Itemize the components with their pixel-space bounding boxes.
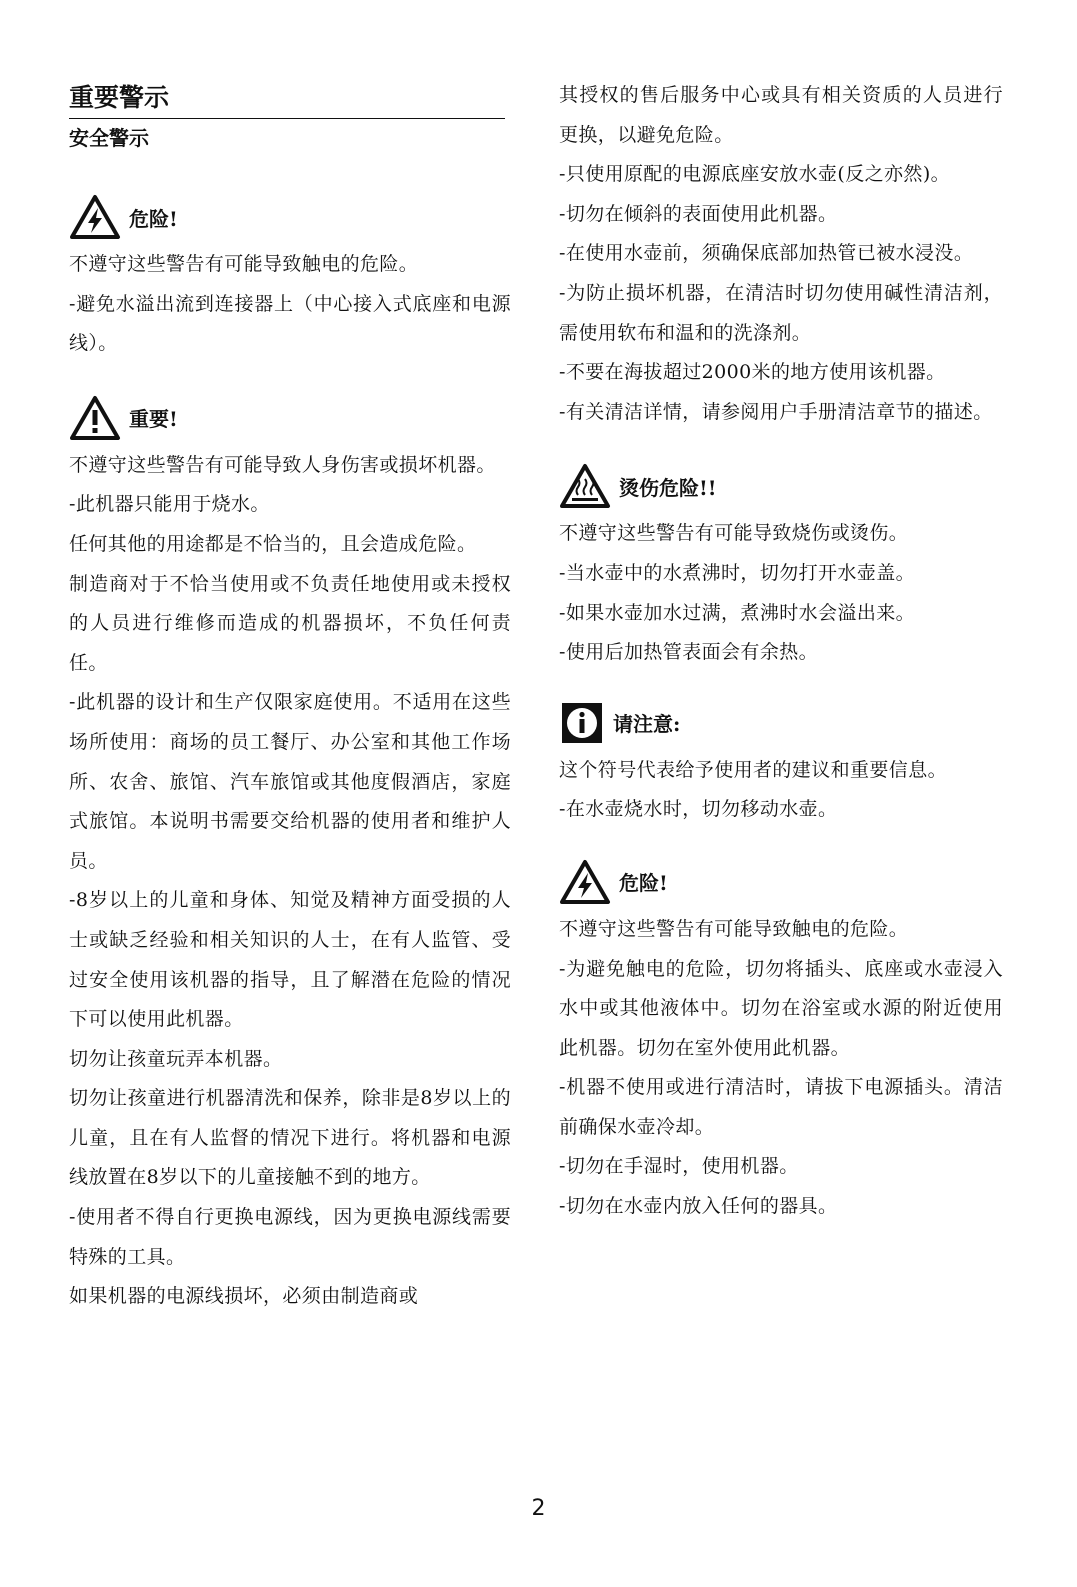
paragraph: -此机器的设计和生产仅限家庭使用。不适用在这些场所使用：商场的员工餐厅、办公室和其他工作场所、农舍、旅馆、汽车旅馆或其他度假酒店，家庭式旅馆。本说明书需要交给机器的使用者和维护人员。 bbox=[69, 691, 511, 872]
paragraph: -机器不使用或进行清洁时，请拔下电源插头。清洁前确保水壶冷却。 bbox=[559, 1076, 1003, 1138]
paragraph: 不遵守这些警告有可能导致人身伤害或损坏机器。 bbox=[69, 453, 496, 476]
paragraph: -为防止损坏机器，在清洁时切勿使用碱性清洁剂，需使用软布和温和的洗涤剂。 bbox=[559, 281, 1003, 344]
section-subtitle: 安全警示 bbox=[69, 126, 149, 150]
paragraph: 制造商对于不恰当使用或不负责任地使用或未授权的人员进行维修而造成的机器损坏，不负任何责任。 bbox=[69, 572, 511, 674]
paragraph: -只使用原配的电源底座安放水壶(反之亦然)。 bbox=[559, 163, 951, 186]
paragraph: 任何其他的用途都是不恰当的，且会造成危险。 bbox=[69, 532, 477, 555]
paragraph: -不要在海拔超过2000米的地方使用该机器。 bbox=[559, 361, 946, 384]
paragraph: 其授权的售后服务中心或具有相关资质的人员进行更换，以避免危险。 bbox=[559, 84, 1003, 146]
info-icon bbox=[559, 700, 605, 746]
warning-label: 危险! bbox=[619, 871, 668, 896]
hot-surface-warning-icon bbox=[559, 463, 611, 509]
paragraph: -在使用水壶前，须确保底部加热管已被水浸没。 bbox=[559, 242, 974, 265]
paragraph: 不遵守这些警告有可能导致烧伤或烫伤。 bbox=[559, 522, 909, 545]
warning-header-hot bbox=[559, 462, 1003, 510]
paragraph: 不遵守这些警告有可能导致触电的危险。 bbox=[559, 917, 909, 940]
page-title: 重要警示 bbox=[69, 78, 505, 119]
paragraph: -此机器只能用于烧水。 bbox=[69, 493, 270, 516]
paragraph: -为避免触电的危险，切勿将插头、底座或水壶浸入水中或其他液体中。切勿在浴室或水源的附近使用此机器。切勿在室外使用此机器。 bbox=[559, 957, 1003, 1059]
right-column bbox=[559, 76, 1003, 1227]
paragraph: 这个符号代表给予使用者的建议和重要信息。 bbox=[559, 758, 948, 781]
paragraph: -当水壶中的水煮沸时，切勿打开水壶盖。 bbox=[559, 561, 916, 584]
paragraph: -8岁以上的儿童和身体、知觉及精神方面受损的人士或缺乏经验和相关知识的人士，在有人监管、受过安全使用该机器的指导，且了解潜在危险的情况下可以使用此机器。 bbox=[69, 889, 511, 1031]
warning-label: 请注意: bbox=[613, 712, 681, 737]
left-column bbox=[69, 78, 511, 1317]
paragraph: -有关清洁详情，请参阅用户手册清洁章节的描述。 bbox=[559, 400, 993, 423]
page-number: 2 bbox=[531, 1496, 546, 1521]
paragraph: -使用后加热管表面会有余热。 bbox=[559, 641, 819, 664]
warning-header-danger bbox=[69, 193, 511, 241]
paragraph: -使用者不得自行更换电源线，因为更换电源线需要特殊的工具。 bbox=[69, 1206, 511, 1268]
electric-shock-warning-icon bbox=[69, 194, 121, 240]
electric-shock-warning-icon bbox=[559, 859, 611, 905]
paragraph: 切勿让孩童玩弄本机器。 bbox=[69, 1047, 283, 1070]
paragraph: -在水壶烧水时，切勿移动水壶。 bbox=[559, 798, 838, 821]
note-header bbox=[559, 699, 1003, 747]
paragraph: 如果机器的电源线损坏，必须由制造商或 bbox=[69, 1285, 419, 1308]
warning-header-danger bbox=[559, 858, 1003, 906]
paragraph: -如果水壶加水过满，煮沸时水会溢出来。 bbox=[559, 601, 916, 624]
warning-label: 危险! bbox=[129, 206, 178, 231]
paragraph: -避免水溢出流到连接器上（中心接入式底座和电源线）。 bbox=[69, 292, 511, 355]
warning-label: 重要! bbox=[129, 407, 178, 432]
paragraph: 不遵守这些警告有可能导致触电的危险。 bbox=[69, 253, 419, 275]
paragraph: -切勿在水壶内放入任何的器具。 bbox=[559, 1195, 838, 1218]
exclamation-warning-icon bbox=[69, 395, 121, 441]
paragraph: 切勿让孩童进行机器清洗和保养，除非是8岁以上的儿童，且在有人监督的情况下进行。将机器和电源线放置在8岁以下的儿童接触不到的地方。 bbox=[69, 1087, 511, 1189]
paragraph: -切勿在手湿时，使用机器。 bbox=[559, 1155, 799, 1178]
warning-header-important bbox=[69, 394, 511, 442]
warning-label: 烫伤危险!! bbox=[619, 475, 717, 500]
paragraph: -切勿在倾斜的表面使用此机器。 bbox=[559, 202, 838, 225]
